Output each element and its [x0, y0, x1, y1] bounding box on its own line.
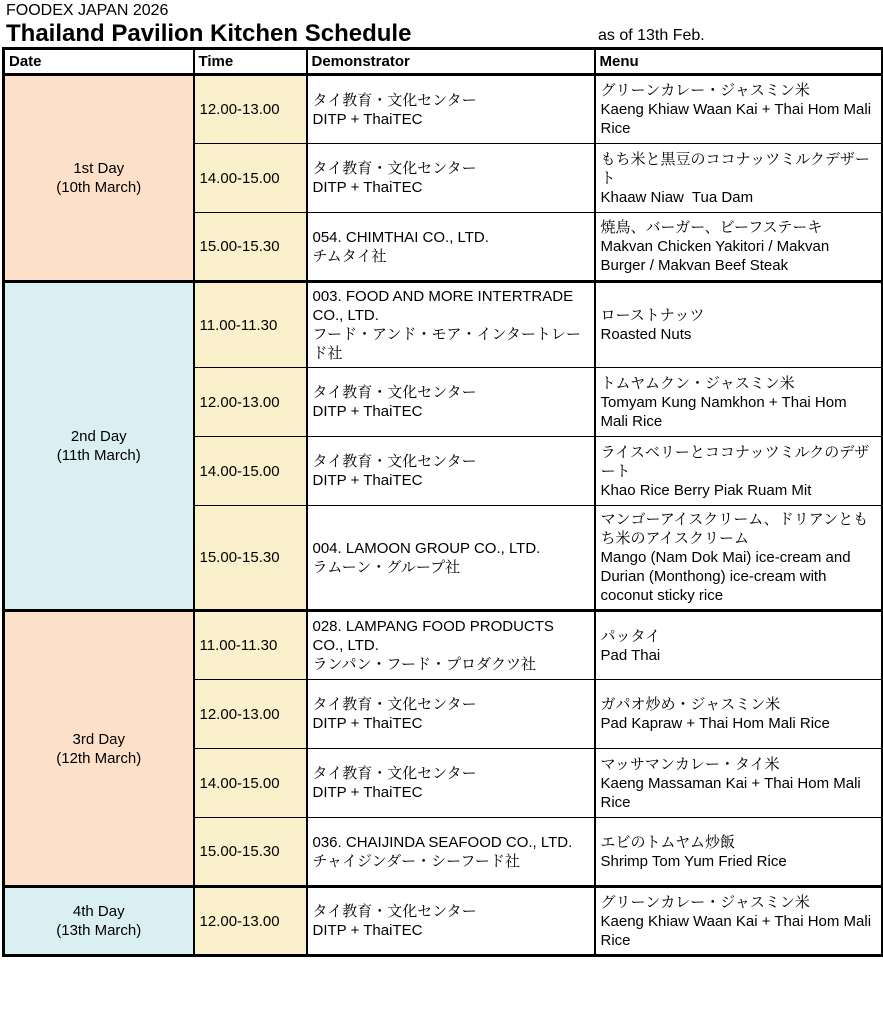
demonstrator-line: DITP + ThaiTEC: [312, 784, 423, 801]
demonstrator-cell: [307, 818, 595, 887]
demonstrator-line: ランパン・フード・プロダクツ社: [312, 656, 537, 673]
menu-line: Roasted Nuts: [600, 326, 692, 343]
menu-line: Pad Thai: [600, 646, 661, 664]
demonstrator-cell: [307, 368, 595, 437]
as-of-date: as of 13th Feb.: [598, 27, 705, 44]
day-section-2: [4, 282, 883, 611]
demonstrator-line: タイ教育・文化センター: [312, 765, 477, 782]
date-cell: [4, 611, 194, 887]
demonstrator-cell: [307, 680, 595, 749]
column-header-date: Date: [4, 49, 194, 75]
demonstrator-line: 054. CHIMTHAI CO., LTD.: [312, 228, 489, 246]
menu-line: ガパオ炒め・ジャスミン米: [600, 696, 781, 713]
menu-line: ライスベリーとココナッツミルクのデザート: [600, 443, 870, 480]
table-row: [4, 282, 883, 368]
column-header-menu: Menu: [595, 49, 883, 75]
demonstrator-cell: [307, 282, 595, 368]
menu-cell: [595, 506, 883, 611]
demonstrator-cell: [307, 144, 595, 213]
menu-line: グリーンカレー・ジャスミン米: [600, 893, 810, 911]
menu-cell: [595, 368, 883, 437]
demonstrator-cell: [307, 611, 595, 680]
day-section-3: [4, 611, 883, 887]
demonstrator-line: 004. LAMOON GROUP CO., LTD.: [312, 539, 541, 557]
day-date: (13th March): [56, 922, 142, 939]
menu-line: Khaaw Niaw Tua Dam: [600, 188, 754, 206]
menu-cell: [595, 437, 883, 506]
day-date: (11th March): [56, 447, 141, 464]
demonstrator-line: チムタイ社: [312, 247, 387, 265]
menu-line: Kaeng Khiaw Waan Kai + Thai Hom Mali Rice: [600, 912, 876, 949]
time-cell: 14.00-15.00: [194, 144, 307, 213]
menu-cell: [595, 887, 883, 956]
day-date: (10th March): [56, 179, 142, 196]
time-cell: 12.00-13.00: [194, 887, 307, 956]
date-cell: [4, 75, 194, 282]
demonstrator-cell: [307, 749, 595, 818]
page-title: Thailand Pavilion Kitchen Schedule: [6, 20, 412, 47]
menu-line: 焼鳥、バーガー、ビーフステーキ: [600, 219, 823, 236]
menu-cell: [595, 75, 883, 144]
time-cell: 15.00-15.30: [194, 506, 307, 611]
demonstrator-line: DITP + ThaiTEC: [312, 472, 423, 489]
menu-cell: [595, 749, 883, 818]
menu-cell: [595, 213, 883, 282]
demonstrator-cell: [307, 213, 595, 282]
demonstrator-cell: [307, 887, 595, 956]
day-label: 2nd Day: [70, 428, 127, 445]
demonstrator-cell: [307, 506, 595, 611]
menu-line: パッタイ: [600, 627, 661, 645]
menu-line: エビのトムヤム炒飯: [600, 833, 736, 851]
menu-line: マンゴーアイスクリーム、ドリアンともち米のアイスクリーム: [600, 511, 869, 547]
time-cell: 14.00-15.00: [194, 749, 307, 818]
menu-cell: [595, 680, 883, 749]
menu-line: Shrimp Tom Yum Fried Rice: [600, 852, 787, 870]
date-cell: [4, 887, 194, 956]
demonstrator-line: タイ教育・文化センター: [312, 91, 477, 109]
event-name: FOODEX JAPAN 2026: [6, 2, 169, 19]
demonstrator-line: DITP + ThaiTEC: [312, 403, 423, 420]
day-date: (12th March): [56, 749, 142, 767]
menu-line: Kaeng Massaman Kai + Thai Hom Mali Rice: [600, 774, 865, 811]
demonstrator-line: ラムーン・グループ社: [312, 558, 461, 576]
menu-line: Tomyam Kung Namkhon + Thai Hom Mali Rice: [600, 393, 851, 430]
table-row: [4, 75, 883, 144]
demonstrator-line: タイ教育・文化センター: [312, 903, 477, 920]
time-cell: 15.00-15.30: [194, 818, 307, 887]
masthead: [2, 2, 881, 47]
date-cell: [4, 282, 194, 611]
demonstrator-cell: [307, 75, 595, 144]
menu-cell: [595, 282, 883, 368]
day-label: 1st Day: [73, 160, 125, 177]
demonstrator-line: タイ教育・文化センター: [312, 160, 477, 177]
demonstrator-line: 003. FOOD AND MORE INTERTRADE CO., LTD.: [312, 288, 578, 324]
demonstrator-line: タイ教育・文化センター: [312, 453, 477, 470]
demonstrator-line: DITP + ThaiTEC: [312, 715, 423, 732]
menu-cell: [595, 611, 883, 680]
menu-line: Mango (Nam Dok Mai) ice-cream and Durian (Monthong) ice-cream with coconut sticky rice: [600, 549, 855, 604]
time-cell: 15.00-15.30: [194, 213, 307, 282]
demonstrator-line: DITP + ThaiTEC: [312, 922, 423, 939]
time-cell: 11.00-11.30: [194, 611, 307, 680]
menu-line: ローストナッツ: [600, 307, 705, 324]
menu-line: マッサマンカレー・タイ米: [600, 755, 780, 773]
menu-line: Khao Rice Berry Piak Ruam Mit: [600, 481, 812, 499]
menu-line: もち米と黒豆のココナッツミルクデザート: [600, 150, 870, 187]
menu-line: グリーンカレー・ジャスミン米: [600, 82, 810, 99]
demonstrator-line: タイ教育・文化センター: [312, 384, 477, 401]
demonstrator-line: DITP + ThaiTEC: [312, 179, 423, 196]
menu-cell: [595, 818, 883, 887]
day-label: 4th Day: [72, 903, 125, 920]
demonstrator-line: チャイジンダー・シーフード社: [312, 852, 520, 870]
time-cell: 14.00-15.00: [194, 437, 307, 506]
demonstrator-cell: [307, 437, 595, 506]
kitchen-schedule-table: [2, 47, 883, 957]
menu-line: Pad Kapraw + Thai Hom Mali Rice: [600, 715, 830, 732]
table-row: [4, 887, 883, 956]
time-cell: 11.00-11.30: [194, 282, 307, 368]
menu-line: トムヤムクン・ジャスミン米: [600, 374, 795, 392]
header-row: [4, 49, 883, 75]
demonstrator-line: タイ教育・文化センター: [312, 696, 477, 713]
column-header-time: Time: [194, 49, 307, 75]
day-section-4: [4, 887, 883, 956]
menu-line: Makvan Chicken Yakitori / Makvan Burger / Makvan Beef Steak: [600, 238, 834, 274]
demonstrator-line: 036. CHAIJINDA SEAFOOD CO., LTD.: [312, 833, 573, 851]
time-cell: 12.00-13.00: [194, 368, 307, 437]
time-cell: 12.00-13.00: [194, 680, 307, 749]
table-header: [4, 49, 883, 75]
table-row: [4, 611, 883, 680]
demonstrator-line: フード・アンド・モア・インタートレード社: [312, 326, 581, 362]
menu-cell: [595, 144, 883, 213]
day-label: 3rd Day: [72, 730, 126, 748]
menu-line: Kaeng Khiaw Waan Kai + Thai Hom Mali Rice: [600, 101, 876, 137]
day-section-1: [4, 75, 883, 282]
time-cell: 12.00-13.00: [194, 75, 307, 144]
demonstrator-line: 028. LAMPANG FOOD PRODUCTS CO., LTD.: [312, 618, 559, 654]
column-header-demonstrator: Demonstrator: [307, 49, 595, 75]
demonstrator-line: DITP + ThaiTEC: [312, 110, 423, 128]
